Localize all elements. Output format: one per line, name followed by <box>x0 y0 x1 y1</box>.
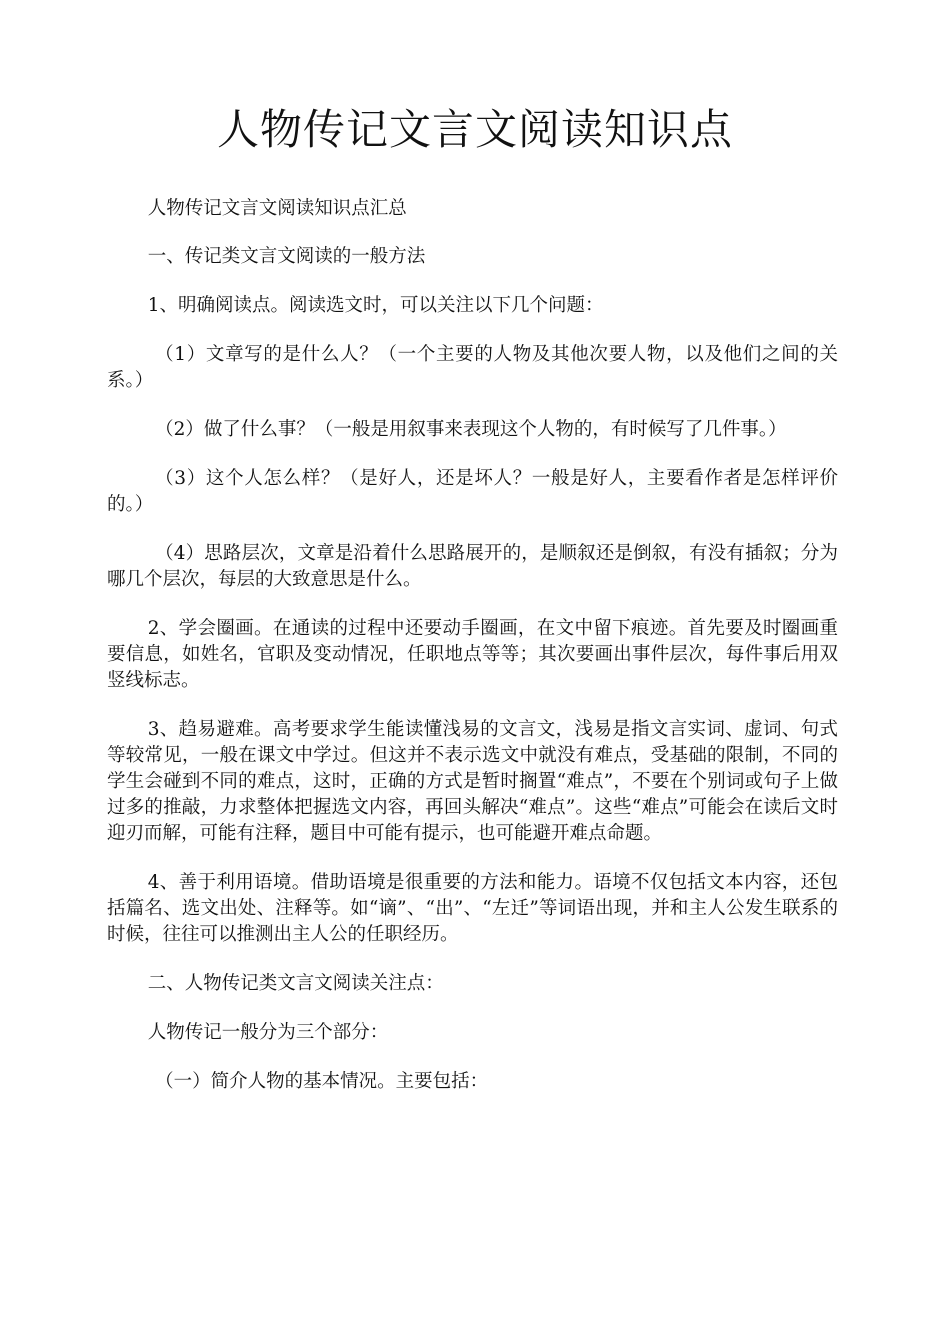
paragraph-summary-heading: 人物传记文言文阅读知识点汇总 <box>147 198 407 219</box>
paragraph-basic-info: （一）简介人物的基本情况。主要包括： <box>155 1071 489 1092</box>
paragraph-question-1: （1）文章写的是什么人？（一个主要的人物及其他次要人物，以及他们之间的关系。） <box>107 344 838 391</box>
paragraph-avoid-difficulty: 3、趋易避难。高考要求学生能读懂浅易的文言文，浅易是指文言实词、虚词、句式等较常见，一般在课文中学过。但这并不表示选文中就没有难点，受基础的限制，不同的学生会碰到不同的难点，这时，正确的方式是暂时搁置“难点”，不要在个别词或句子上做过多的推敲，力求整体把握选文内容，再回头解决“难点”。这些“难点”可能会在读后文时迎刃而解，可能有注释，题目中可能有提示，也可能避开难点命题。 <box>107 719 838 844</box>
paragraph-question-4: （4）思路层次，文章是沿着什么思路展开的，是顺叙还是倒叙，有没有插叙；分为哪几个层次，每层的大致意思是什么。 <box>107 543 838 590</box>
paragraph-question-3: （3）这个人怎么样？（是好人，还是坏人？一般是好人，主要看作者是怎样评价的。） <box>107 468 838 515</box>
paragraph-use-context: 4、善于利用语境。借助语境是很重要的方法和能力。语境不仅包括文本内容，还包括篇名、选文出处、注释等。如“谪”、“出”、“左迁”等词语出现，并和主人公发生联系的时候，往往可以推测出主人公的任职经历。 <box>107 872 838 945</box>
paragraph-three-parts: 人物传记一般分为三个部分： <box>147 1022 389 1043</box>
paragraph-question-2: （2）做了什么事？（一般是用叙事来表现这个人物的，有时候写了几件事。） <box>155 419 787 440</box>
document-title: 人物传记文言文阅读知识点 <box>216 105 733 154</box>
section-heading-2: 二、人物传记类文言文阅读关注点： <box>147 973 444 994</box>
document-body <box>107 196 838 1118</box>
paragraph-reading-points: 1、明确阅读点。阅读选文时，可以关注以下几个问题： <box>147 295 604 316</box>
section-heading-1: 一、传记类文言文阅读的一般方法 <box>147 246 426 267</box>
paragraph-annotate: 2、学会圈画。在通读的过程中还要动手圈画，在文中留下痕迹。首先要及时圈画重要信息，如姓名，官职及变动情况，任职地点等等；其次要画出事件层次，每件事后用双竖线标志。 <box>107 618 838 691</box>
